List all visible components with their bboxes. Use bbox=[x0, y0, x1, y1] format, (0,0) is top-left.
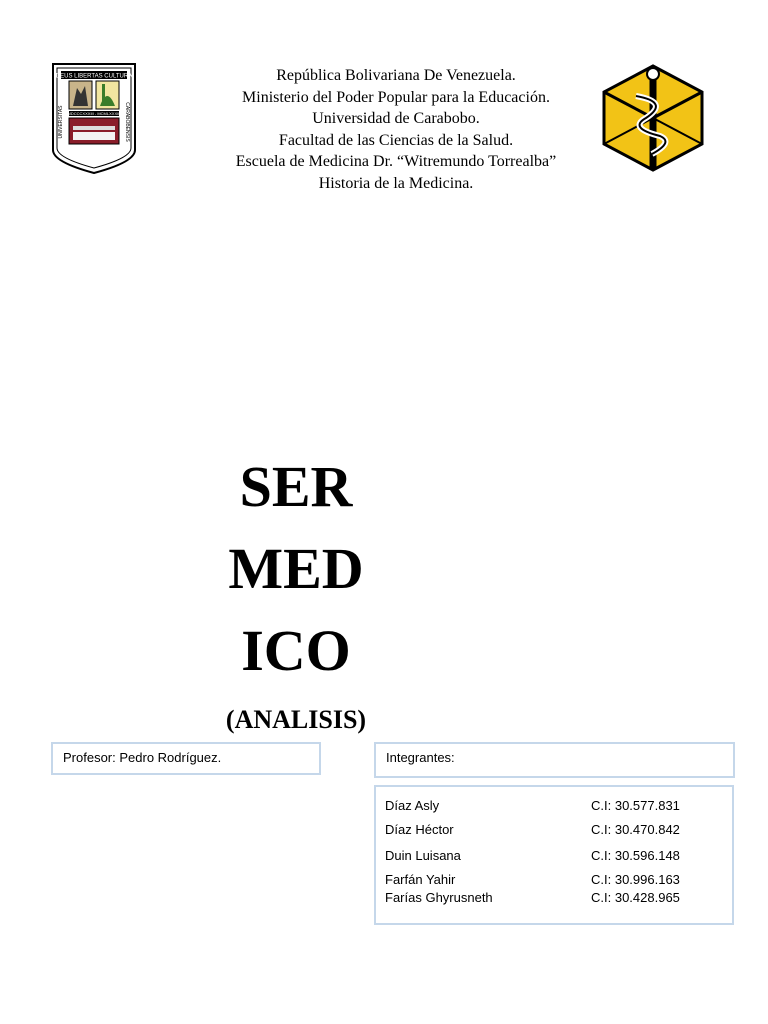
member-name: Farías Ghyrusneth bbox=[385, 890, 493, 905]
member-ci: C.I: 30.577.831 bbox=[591, 798, 680, 813]
member-ci: C.I: 30.470.842 bbox=[591, 822, 680, 837]
professor-label: Profesor: Pedro Rodríguez. bbox=[63, 750, 222, 765]
document-subtitle: (ANALISIS) bbox=[225, 705, 367, 734]
header-line-country: República Bolivariana De Venezuela. bbox=[276, 67, 516, 84]
members-header-box bbox=[374, 742, 735, 778]
crest-ribbon-text: MDCCCXXXIII - MCMLXXXIII bbox=[67, 111, 121, 117]
members-label: Integrantes: bbox=[386, 750, 455, 765]
member-ci: C.I: 30.996.163 bbox=[591, 872, 680, 887]
university-crest-icon bbox=[51, 62, 137, 174]
crest-side-text-left: UNIVERSITAS bbox=[58, 105, 64, 139]
header-line-ministry: Ministerio del Poder Popular para la Educación. bbox=[242, 88, 550, 106]
members-list-box bbox=[374, 785, 734, 925]
member-ci: C.I: 30.428.965 bbox=[591, 890, 680, 905]
medicine-faculty-emblem-icon bbox=[598, 62, 708, 174]
member-name: Díaz Héctor bbox=[385, 822, 454, 837]
title-line-2: MED bbox=[228, 536, 364, 601]
header-line-faculty: Facultad de las Ciencias de la Salud. bbox=[278, 131, 514, 149]
crest-side-text-right: CARABOBENSIS bbox=[124, 102, 130, 142]
header-line-university: Universidad de Carabobo. bbox=[312, 110, 480, 127]
document-title bbox=[180, 446, 412, 692]
member-name: Farfán Yahir bbox=[385, 872, 456, 887]
institution-header bbox=[190, 65, 602, 194]
title-line-1: SER bbox=[239, 454, 353, 519]
crest-banner-text: DEUS LIBERTAS CULTURA bbox=[55, 73, 133, 80]
header-line-course: Historia de la Medicina. bbox=[318, 174, 474, 192]
title-line-3: ICO bbox=[241, 618, 351, 683]
member-name: Díaz Asly bbox=[385, 798, 440, 813]
member-name: Duin Luisana bbox=[385, 848, 461, 863]
professor-box bbox=[51, 742, 321, 775]
header-line-school: Escuela de Medicina Dr. “Witremundo Torrealba” bbox=[235, 153, 557, 170]
member-ci: C.I: 30.596.148 bbox=[591, 848, 680, 863]
